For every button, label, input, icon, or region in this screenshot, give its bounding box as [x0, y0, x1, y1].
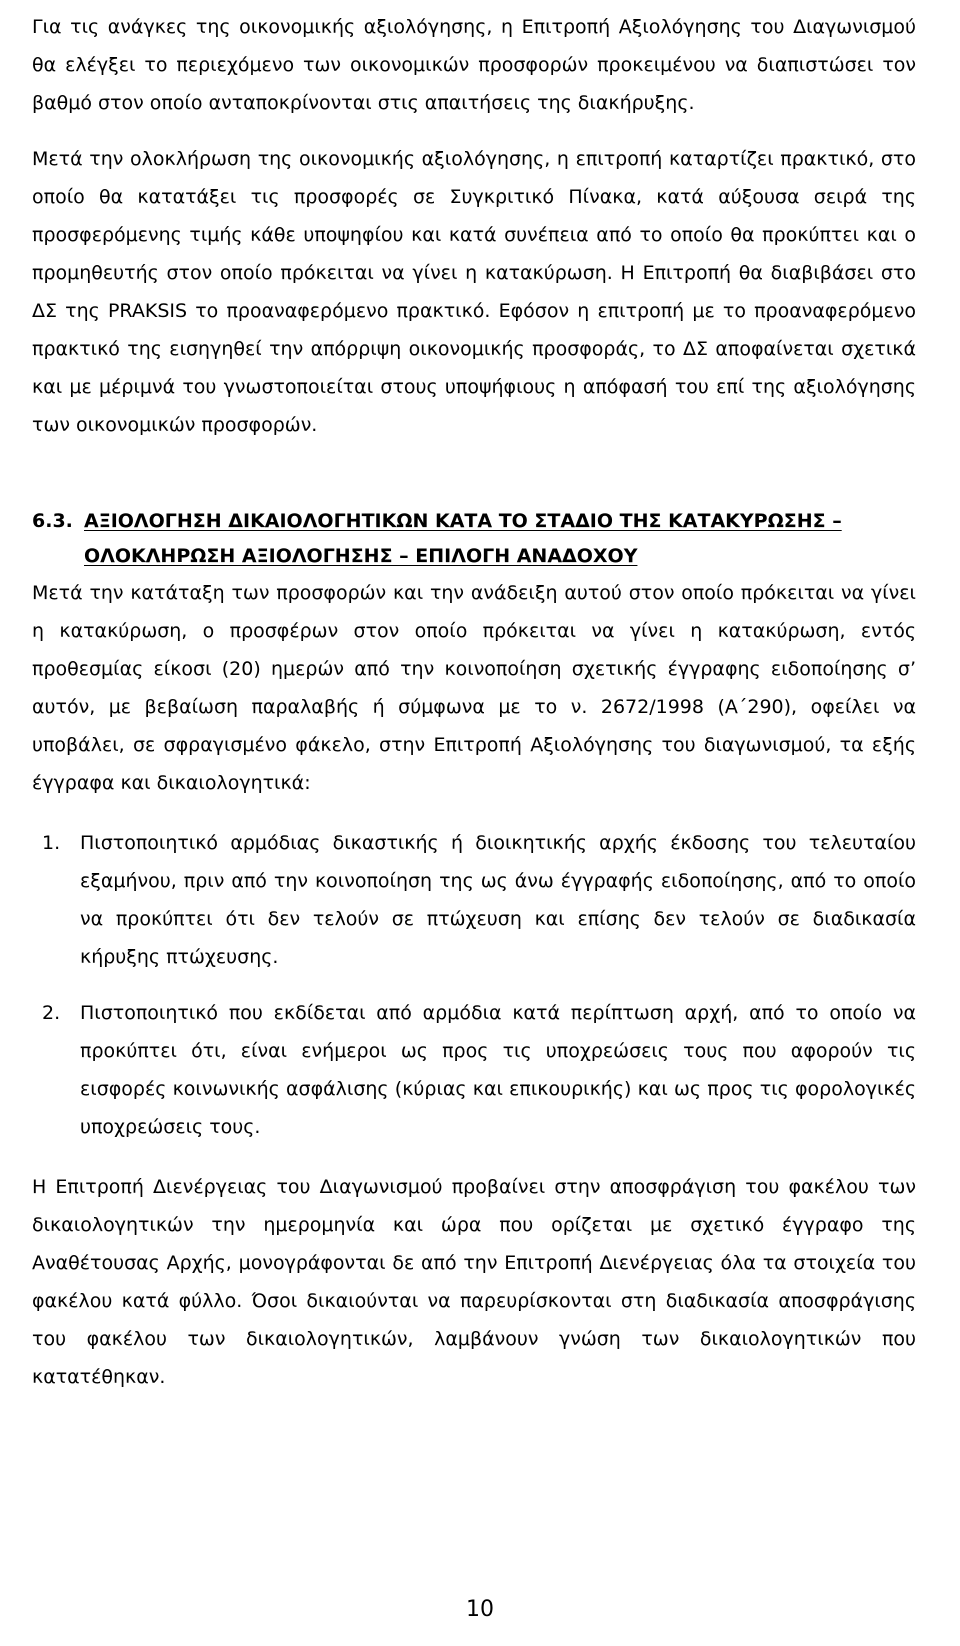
- list-item-number: 1.: [42, 832, 61, 854]
- list-item-text: Πιστοποιητικό αρμόδιας δικαστικής ή διοικητικής αρχής έκδοσης του τελευταίου εξαμήνου, πριν από την κοινοποίηση της ως άνω έγγραφής ειδοποίησης, από το οποίο να προκύπτει ότι δεν τελούν σε πτώχευση και επίσης δεν τελούν σε διαδικασία κήρυξης πτώχευσης.: [80, 832, 916, 968]
- section-heading: [32, 504, 916, 574]
- section-title: ΑΞΙΟΛΟΓΗΣΗ ΔΙΚΑΙΟΛΟΓΗΤΙΚΩΝ ΚΑΤΑ ΤΟ ΣΤΑΔΙΟ ΤΗΣ ΚΑΤΑΚΥΡΩΣΗΣ – ΟΛΟΚΛΗΡΩΣΗ ΑΞΙΟΛΟΓΗΣΗΣ – ΕΠΙΛΟΓΗ ΑΝΑΔΟΧΟΥ: [84, 510, 842, 567]
- paragraph-evaluation-report: Μετά την ολοκλήρωση της οικονομικής αξιολόγησης, η επιτροπή καταρτίζει πρακτικό, στο οποίο θα κατατάξει τις προσφορές σε Συγκριτικό Πίνακα, κατά αύξουσα σειρά της προσφερόμενης τιμής κάθε υποψηφίου και κατά συνέπεια από το οποίο θα προκύπτει και ο προμηθευτής στον οποίο πρόκειται να γίνει η κατακύρωση. Η Επιτροπή θα διαβιβάσει στο ΔΣ της PRAKSIS το προαναφερόμενο πρακτικό. Εφόσον η επιτροπή με το προαναφερόμενο πρακτικό της εισηγηθεί την απόρριψη οικονομικής προσφοράς, το ΔΣ αποφαίνεται σχετικά και με μέριμνά του γνωστοποιείται στους υποψήφιους η απόφασή του επί της αξιολόγησης των οικονομικών προσφορών.: [32, 148, 916, 436]
- documents-list: [32, 824, 916, 1146]
- paragraph-opening-procedure: Η Επιτροπή Διενέργειας του Διαγωνισμού προβαίνει στην αποσφράγιση του φακέλου των δικαιολογητικών την ημερομηνία και ώρα που ορίζεται με σχετικό έγγραφο της Αναθέτουσας Αρχής, μονογράφονται δε από την Επιτροπή Διενέργειας όλα τα στοιχεία του φακέλου κατά φύλλο. Όσοι δικαιούνται να παρευρίσκονται στη διαδικασία αποσφράγισης του φακέλου των δικαιολογητικών, λαμβάνουν γνώση των δικαιολογητικών που κατατέθηκαν.: [32, 1176, 916, 1388]
- paragraph-financial-evaluation: Για τις ανάγκες της οικονομικής αξιολόγησης, η Επιτροπή Αξιολόγησης του Διαγωνισμού θα ελέγξει το περιεχόμενο των οικονομικών προσφορών προκειμένου να διαπιστώσει τον βαθμό στον οποίο ανταποκρίνονται στις απαιτήσεις της διακήρυξης.: [32, 16, 916, 114]
- list-item-text: Πιστοποιητικό που εκδίδεται από αρμόδια κατά περίπτωση αρχή, από το οποίο να προκύπτει ότι, είναι ενήμεροι ως προς τις υποχρεώσεις τους που αφορούν τις εισφορές κοινωνικής ασφάλισης (κύριας και επικουρικής) και ως προς τις φορολογικές υποχρεώσεις τους.: [80, 1002, 916, 1138]
- page-number: 10: [466, 1597, 494, 1622]
- paragraph-required-documents: Μετά την κατάταξη των προσφορών και την ανάδειξη αυτού στον οποίο πρόκειται να γίνει η κατακύρωση, ο προσφέρων στον οποίο πρόκειται να γίνει η κατακύρωση, εντός προθεσμίας είκοσι (20) ημερών από την κοινοποίηση σχετικής έγγραφης ειδοποίησης σ’ αυτόν, με βεβαίωση παραλαβής ή σύμφωνα με το ν. 2672/1998 (Α΄290), οφείλει να υποβάλει, σε σφραγισμένο φάκελο, στην Επιτροπή Αξιολόγησης του διαγωνισμού, τα εξής έγγραφα και δικαιολογητικά:: [32, 582, 916, 794]
- list-item-number: 2.: [42, 1002, 61, 1024]
- document-page: [32, 0, 916, 1396]
- list-item: [32, 994, 916, 1146]
- list-item: [32, 824, 916, 976]
- section-number: 6.3.: [32, 510, 73, 532]
